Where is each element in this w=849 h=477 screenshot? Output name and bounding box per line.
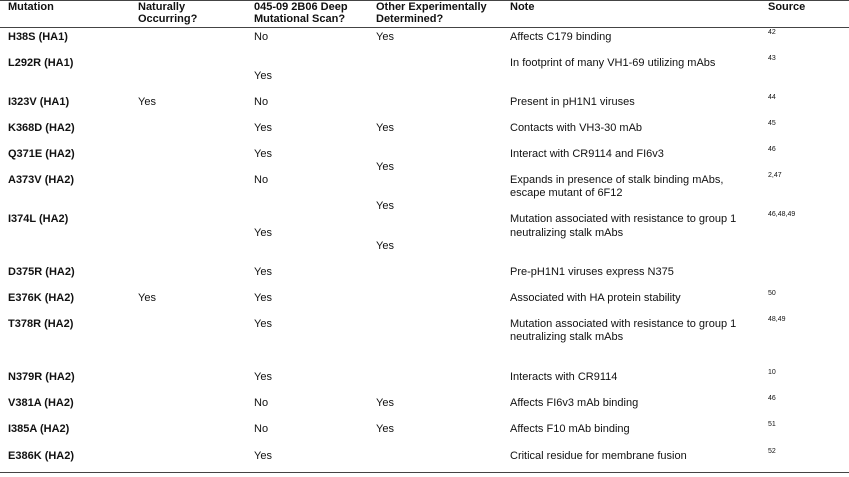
table-row-scan: No [254, 96, 269, 108]
table-row-source: 2,47 [768, 172, 782, 179]
table-row-note: Pre-pH1N1 viruses express N375 [510, 266, 674, 278]
table-row-mutation: I323V (HA1) [8, 96, 70, 108]
table-row-source: 48,49 [768, 316, 786, 323]
table-row-scan: Yes [254, 371, 272, 383]
table-row-mutation: E386K (HA2) [8, 450, 75, 462]
table-row-scan: No [254, 397, 269, 409]
header-source: Source [768, 1, 806, 13]
table-row-note: Present in pH1N1 viruses [510, 96, 635, 108]
table-row-mutation: I374L (HA2) [8, 213, 69, 225]
table-row-source: 50 [768, 290, 776, 297]
table-row-note: Affects F10 mAb binding [510, 423, 630, 435]
table-row-other: Yes [376, 397, 394, 409]
table-row-note: In footprint of many VH1-69 utilizing mAbs [510, 57, 716, 69]
table-row-mutation: A373V (HA2) [8, 174, 75, 186]
table-row-scan: Yes [254, 227, 272, 239]
table-row-other: Yes [376, 161, 394, 173]
table-row-note: Mutation associated with resistance to group 1 [510, 318, 737, 330]
table-row-mutation: N379R (HA2) [8, 371, 75, 383]
table-row-scan: No [254, 423, 269, 435]
table-row-scan: Yes [254, 450, 272, 462]
table-row-scan: Yes [254, 318, 272, 330]
table-row-note: Interact with CR9114 and FI6v3 [510, 148, 664, 160]
table-row-source: 45 [768, 120, 776, 127]
table-row-source: 46 [768, 146, 776, 153]
table-row-note: Critical residue for membrane fusion [510, 450, 687, 462]
table-row-source: 52 [768, 448, 776, 455]
table-row-other: Yes [376, 122, 394, 134]
header-scan-line1: 045-09 2B06 Deep [254, 1, 348, 13]
table-row-source: 51 [768, 421, 776, 428]
table-row-note-line2: escape mutant of 6F12 [510, 187, 623, 199]
table-row-natural: Yes [138, 96, 156, 108]
table-row-note: Expands in presence of stalk binding mAbs, [510, 174, 724, 186]
table-row-note: Affects C179 binding [510, 31, 612, 43]
header-other-experimental [376, 1, 487, 25]
header-naturally-occurring [138, 1, 197, 25]
table-row-note-line2: neutralizing stalk mAbs [510, 227, 624, 239]
table-row-scan: No [254, 174, 269, 186]
table-row-mutation: K368D (HA2) [8, 122, 75, 134]
table-row-mutation: I385A (HA2) [8, 423, 70, 435]
table-row-source: 42 [768, 29, 776, 36]
table-row-mutation: H38S (HA1) [8, 31, 68, 43]
header-mutation: Mutation [8, 1, 54, 13]
header-scan-line2: Mutational Scan? [254, 13, 346, 25]
table-row-mutation: Q371E (HA2) [8, 148, 75, 160]
table-row-other: Yes [376, 200, 394, 212]
table-row-other: Yes [376, 31, 394, 43]
table-row-note: Mutation associated with resistance to group 1 [510, 213, 737, 225]
header-other-line1: Other Experimentally [376, 1, 487, 13]
table-row-source: 46 [768, 395, 776, 402]
table-row-source: 10 [768, 369, 776, 376]
table-row-note: Associated with HA protein stability [510, 292, 681, 304]
table-row-scan: Yes [254, 148, 272, 160]
table-row-scan: Yes [254, 266, 272, 278]
table-row-mutation: E376K (HA2) [8, 292, 75, 304]
table-row-scan: Yes [254, 292, 272, 304]
table-row-other: Yes [376, 423, 394, 435]
table-row-mutation: V381A (HA2) [8, 397, 74, 409]
header-naturally-line2: Occurring? [138, 13, 198, 25]
header-other-line2: Determined? [376, 13, 444, 25]
header-note: Note [510, 1, 535, 13]
table-row-mutation: T378R (HA2) [8, 318, 74, 330]
table-header-rule [0, 27, 849, 28]
table-row-scan: Yes [254, 70, 272, 82]
table-row-mutation: L292R (HA1) [8, 57, 74, 69]
table-row-source: 46,48,49 [768, 211, 796, 218]
table-row-note: Affects FI6v3 mAb binding [510, 397, 639, 409]
table-row-source: 43 [768, 55, 776, 62]
table-row-note-line2: neutralizing stalk mAbs [510, 331, 624, 343]
table-row-note: Contacts with VH3-30 mAb [510, 122, 643, 134]
table-row-natural: Yes [138, 292, 156, 304]
table-row-scan: No [254, 31, 269, 43]
table-row-other-second: Yes [376, 240, 394, 252]
table-row-source: 44 [768, 94, 776, 101]
table-row-scan: Yes [254, 122, 272, 134]
table-row-note: Interacts with CR9114 [510, 371, 618, 383]
table-bottom-rule [0, 472, 849, 473]
header-naturally-line1: Naturally [138, 1, 186, 13]
header-deep-scan [254, 1, 348, 25]
table-row-mutation: D375R (HA2) [8, 266, 75, 278]
